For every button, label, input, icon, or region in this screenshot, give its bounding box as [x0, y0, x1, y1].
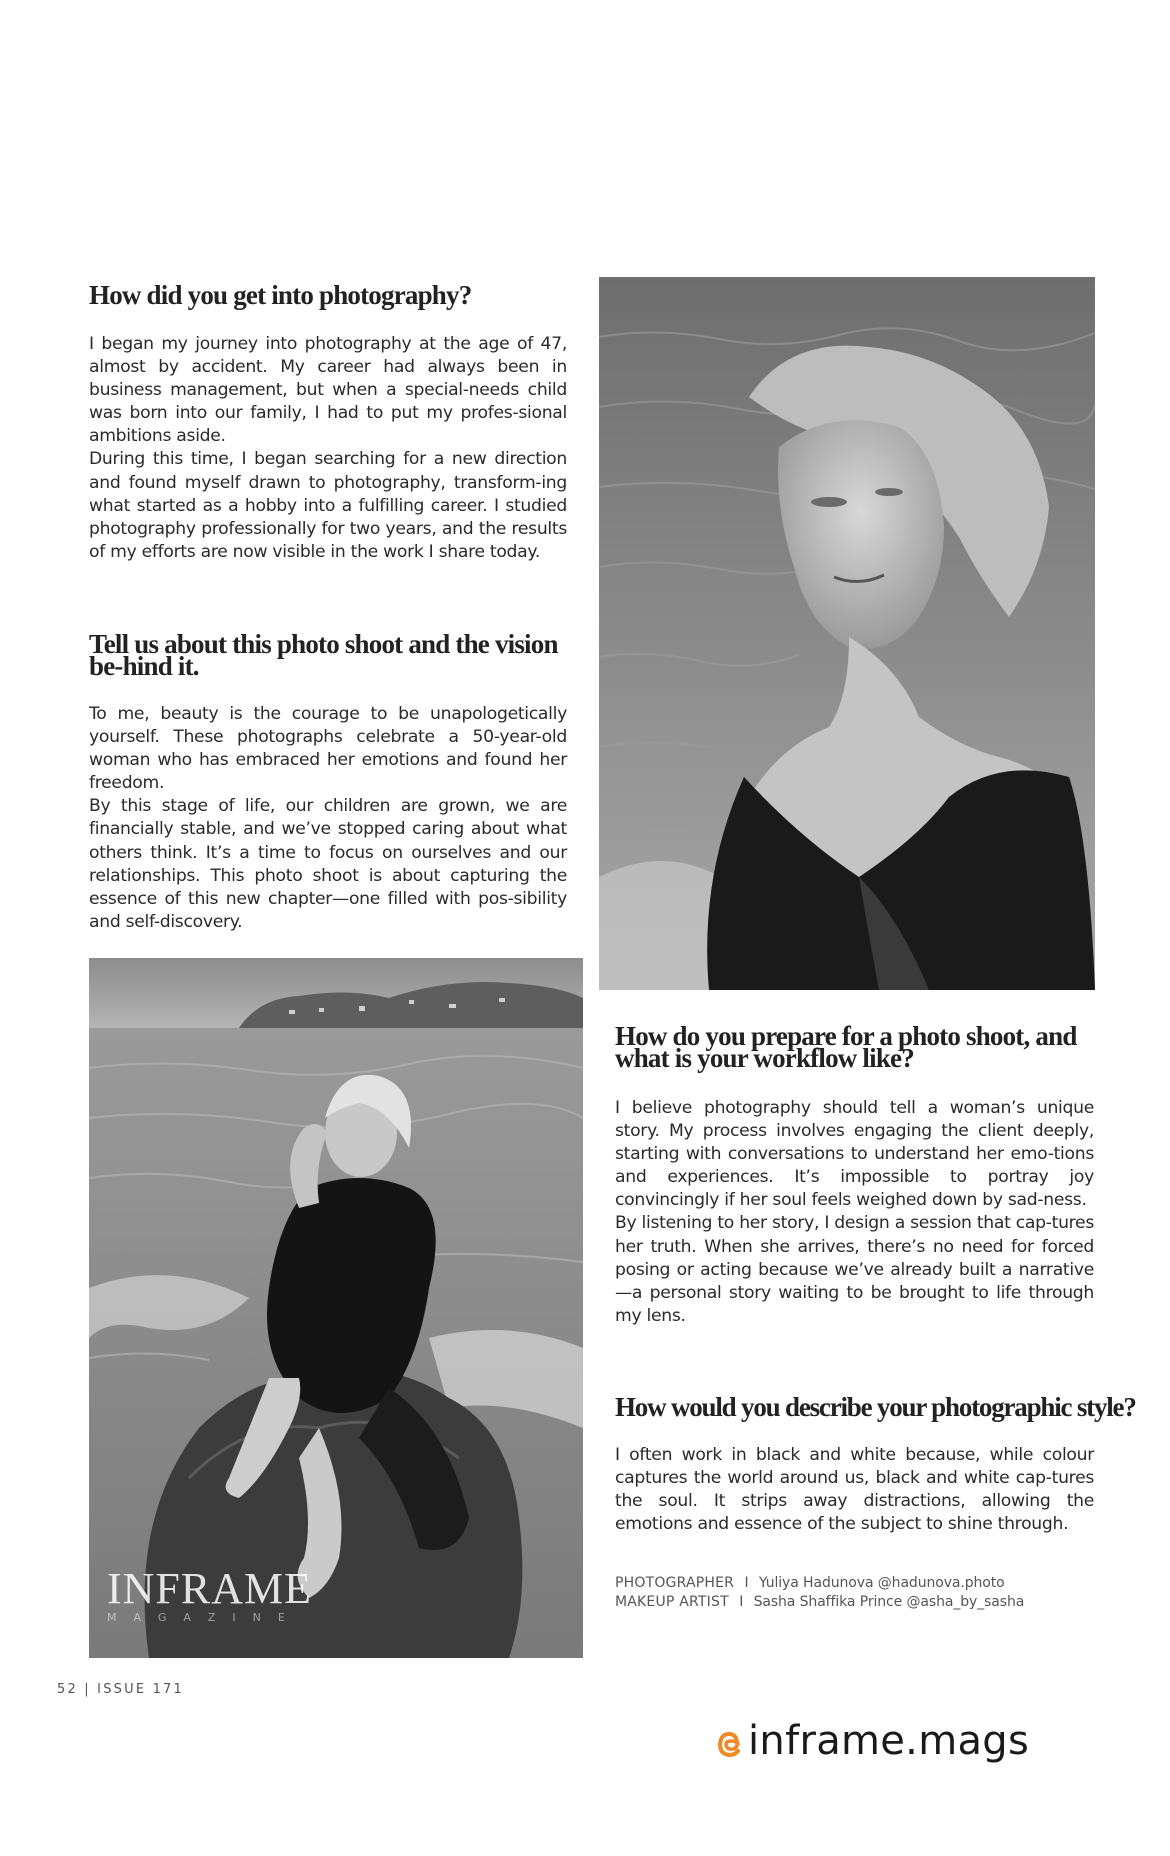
section-2-body — [89, 703, 567, 934]
credit-separator: I — [739, 1594, 744, 1610]
section-2-paragraph-1: To me, beauty is the courage to be unapologetically yourself. These photographs celebrate a 50-year-old woman who has embraced her emotions and found her freedom. — [89, 704, 567, 794]
bw-portrait-woman-sea-icon — [599, 277, 1095, 990]
section-4-paragraph-1: I often work in black and white because, while colour captures the world around us, black and white cap-tures the soul. It strips away distractions, allowing the emotions and essence of the subject to shine through. — [615, 1445, 1094, 1535]
section-2-paragraph-2: By this stage of life, our children are grown, we are financially stable, and we’ve stopped caring about what others think. It’s a time to focus on ourselves and our relationships. This photo shoot is about capturing the essence of this new chapter—one filled with pos-sibility and self-discovery. — [89, 796, 567, 932]
credit-name: Sasha Shaffika Prince @asha_by_sasha — [753, 1594, 1025, 1610]
magazine-logo — [107, 1564, 313, 1624]
section-4-heading: How would you describe your photographic style? — [615, 1392, 1136, 1422]
section-3-body — [615, 1097, 1094, 1328]
credit-makeup-artist — [615, 1593, 1095, 1612]
section-3-paragraph-2: By listening to her story, I design a session that cap-tures her truth. When she arrives, there’s no need for forced posing or acting because we’ve already built a narrative—a personal story waiting to be brought to life through my lens. — [615, 1213, 1094, 1326]
section-3-paragraph-1: I believe photography should tell a woman’s unique story. My process involves engaging the client deeply, starting with conversations to understand her emo-tions and experiences. It’s impossible to portray joy convincingly if her soul feels weighed down by sad-ness. — [615, 1098, 1094, 1211]
credit-name: Yuliya Hadunova @hadunova.photo — [758, 1575, 1005, 1591]
credit-role: MAKEUP ARTIST — [615, 1594, 729, 1610]
credit-separator: I — [744, 1575, 749, 1591]
section-1-paragraph-2: During this time, I began searching for a new direction and found myself drawn to photography, transform-ing what started as a hobby into a fulfilling career. I studied photography professionally for two years, and the results of my efforts are now visible in the work I share today. — [89, 449, 567, 562]
watermark[interactable] — [712, 1718, 1029, 1764]
section-3-heading: How do you prepare for a photo shoot, and what is your workflow like? — [615, 1021, 1077, 1073]
credits — [615, 1574, 1095, 1612]
magazine-logo-name: INFRAME — [107, 1564, 313, 1613]
page-folio: 52 | ISSUE 171 — [57, 1682, 184, 1697]
threads-icon — [712, 1726, 746, 1762]
watermark-handle: inframe.mags — [748, 1718, 1030, 1764]
bw-woman-on-rock-sea-icon — [89, 958, 583, 1658]
credit-role: PHOTOGRAPHER — [615, 1575, 735, 1591]
section-1-heading: How did you get into photography? — [89, 280, 472, 310]
credit-photographer — [615, 1574, 1095, 1593]
section-1-body — [89, 333, 567, 564]
section-4-body — [615, 1444, 1094, 1536]
section-1-paragraph-1: I began my journey into photography at the age of 47, almost by accident. My career had always been in business management, but when a special-needs child was born into our family, I had to put my profes-sional ambitions aside. — [89, 334, 567, 447]
section-2-heading: Tell us about this photo shoot and the vision be-hind it. — [89, 629, 558, 681]
portrait-photo-top-right — [599, 277, 1095, 990]
seated-rock-photo-bottom-left — [89, 958, 583, 1658]
magazine-logo-sub: MAGAZINE — [107, 1611, 302, 1624]
